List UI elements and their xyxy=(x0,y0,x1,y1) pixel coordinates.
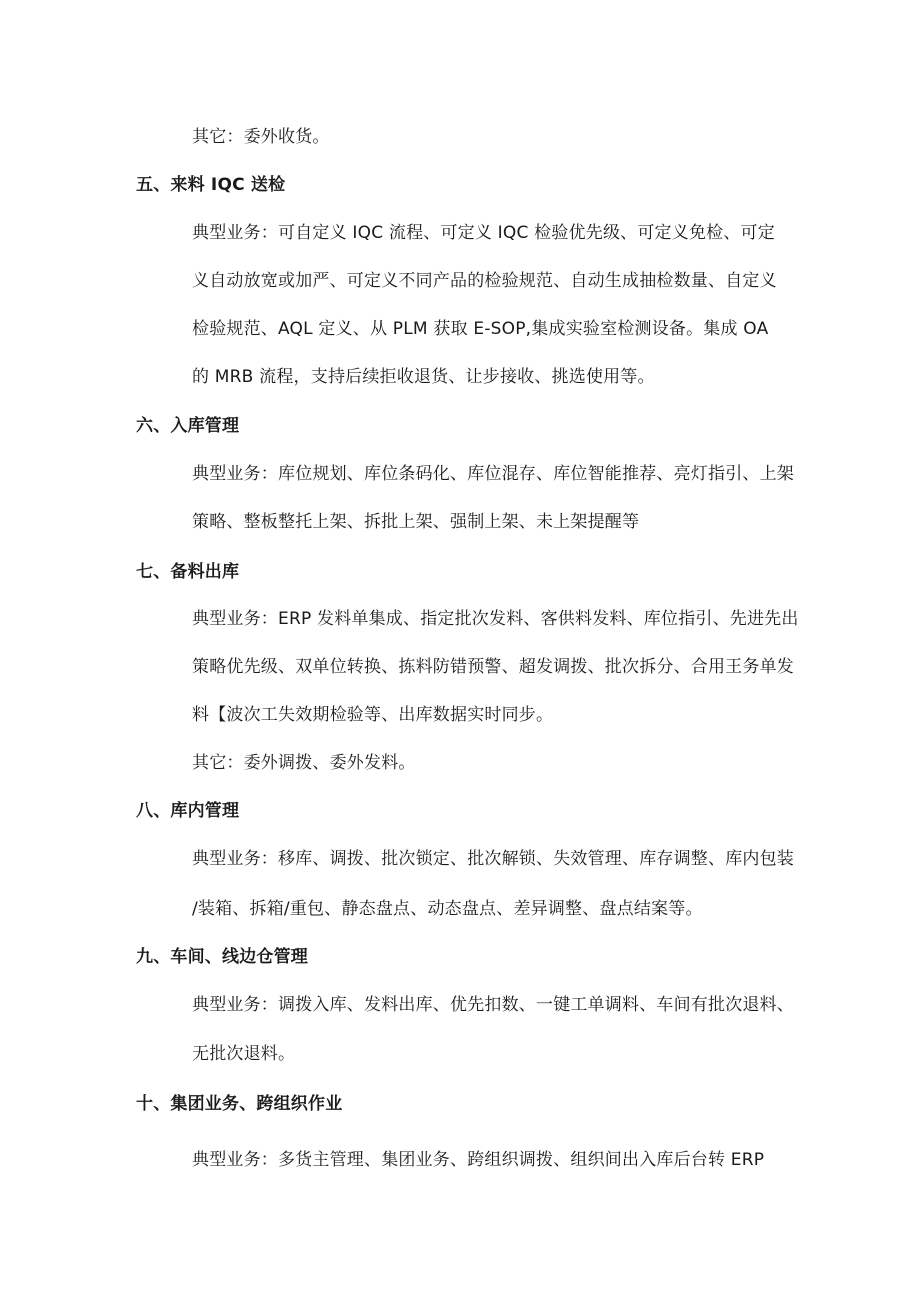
body-line: 的 MRB 流程，支持后续拒收退货、让步接收、挑选使用等。 xyxy=(192,367,655,387)
body-line: 典型业务：ERP 发料单集成、指定批次发料、客供料发料、库位指引、先进先出 xyxy=(192,609,799,629)
body-line: 无批次退料。 xyxy=(192,1044,296,1064)
body-line: 典型业务：库位规划、库位条码化、库位混存、库位智能推荐、亮灯指引、上架 xyxy=(192,464,794,484)
body-line: 义自动放宽或加严、可定义不同产品的检验规范、自动生成抽检数量、自定义 xyxy=(192,271,777,291)
body-line: 典型业务：调拨入库、发料出库、优先扣数、一键工单调料、车间有批次退料、 xyxy=(192,995,794,1015)
body-line: /装箱、拆箱/重包、静态盘点、动态盘点、差异调整、盘点结案等。 xyxy=(192,899,703,919)
body-line: 典型业务：移库、调拨、批次锁定、批次解锁、失效管理、库存调整、库内包装 xyxy=(192,849,794,869)
body-line: 其它：委外收货。 xyxy=(192,127,330,147)
body-line: 料【波次工失效期检验等、出库数据实时同步。 xyxy=(192,705,554,725)
body-line: 其它：委外调拨、委外发料。 xyxy=(192,753,416,773)
body-line: 典型业务：多货主管理、集团业务、跨组织调拨、组织间出入库后台转 ERP xyxy=(192,1150,765,1170)
section-heading: 六、入库管理 xyxy=(136,416,240,436)
body-line: 策略、整板整托上架、拆批上架、强制上架、未上架提醒等 xyxy=(192,512,640,532)
body-line: 检验规范、AQL 定义、从 PLM 获取 E-SOP,集成实验室检测设备。集成 OA xyxy=(192,319,769,339)
section-heading: 八、库内管理 xyxy=(136,801,240,821)
section-heading: 十、集团业务、跨组织作业 xyxy=(136,1094,343,1114)
section-heading: 七、备料出库 xyxy=(136,562,240,582)
section-heading: 五、来料 IQC 送检 xyxy=(136,175,286,195)
body-line: 典型业务：可自定义 IQC 流程、可定义 IQC 检验优先级、可定义免检、可定 xyxy=(192,223,775,243)
body-line: 策略优先级、双单位转换、拣料防错预警、超发调拨、批次拆分、合用王务单发 xyxy=(192,657,794,677)
section-heading: 九、车间、线边仓管理 xyxy=(136,947,308,967)
